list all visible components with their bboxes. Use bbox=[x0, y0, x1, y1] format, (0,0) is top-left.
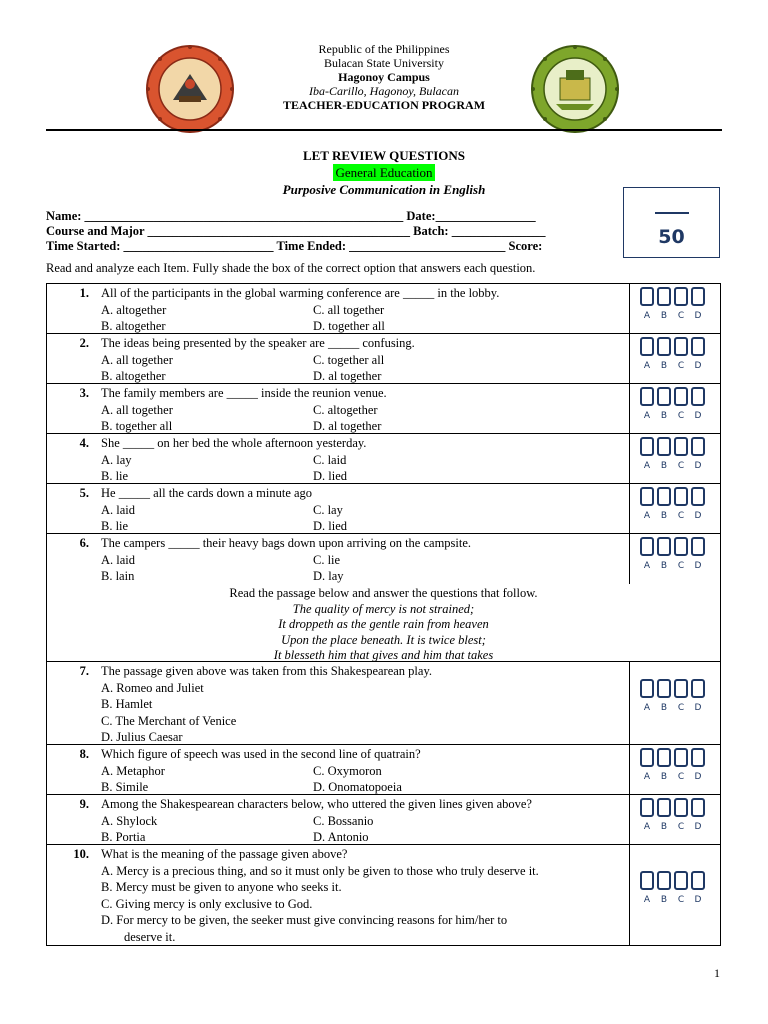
answer-letter: D bbox=[694, 461, 702, 471]
answer-box-b[interactable] bbox=[657, 437, 671, 456]
answer-boxes bbox=[640, 537, 705, 556]
question-stem: The passage given above was taken from this Shakespearean play. bbox=[101, 664, 433, 678]
option-b: B. altogether bbox=[101, 369, 166, 383]
course-label: Course and Major bbox=[46, 224, 145, 238]
question-stem: The campers _____ their heavy bags down upon arriving on the campsite. bbox=[101, 536, 472, 550]
header-program: TEACHER-EDUCATION PROGRAM bbox=[282, 98, 486, 112]
answer-letters bbox=[640, 308, 705, 325]
answer-letter: A bbox=[643, 822, 651, 832]
answer-box-b[interactable] bbox=[657, 387, 671, 406]
answer-cell bbox=[629, 795, 720, 844]
answer-letters bbox=[640, 458, 705, 475]
date-field[interactable]: ________________ bbox=[435, 209, 536, 223]
option-d: D. For mercy to be given, the seeker must give convincing reasons for him/her to bbox=[101, 913, 508, 927]
option-a: A. laid bbox=[101, 552, 136, 567]
answer-letter: B bbox=[660, 461, 668, 471]
time-started-label: Time Started: bbox=[46, 239, 121, 253]
answer-box-c[interactable] bbox=[674, 748, 688, 767]
question-row bbox=[47, 795, 720, 845]
answer-cell bbox=[629, 845, 720, 945]
answer-letter: D bbox=[694, 361, 702, 371]
answer-boxes bbox=[640, 748, 705, 767]
score-total: 50 bbox=[658, 226, 685, 248]
passage-line: Upon the place beneath. It is twice blest; bbox=[281, 632, 486, 647]
answer-letter: C bbox=[677, 895, 685, 905]
answer-letter: C bbox=[677, 703, 685, 713]
option-c: C. Bossanio bbox=[313, 813, 374, 828]
question-row bbox=[47, 745, 720, 795]
answer-letters bbox=[640, 508, 705, 525]
answer-letter: C bbox=[677, 822, 685, 832]
option-b: B. lie bbox=[101, 469, 129, 483]
option-c: C. Giving mercy is only exclusive to God. bbox=[101, 896, 313, 911]
answer-letter: D bbox=[694, 822, 702, 832]
answer-box-b[interactable] bbox=[657, 287, 671, 306]
option-d: D. Antonio bbox=[313, 830, 369, 844]
option-b: B. altogether bbox=[101, 319, 166, 333]
batch-field[interactable]: _______________ bbox=[451, 224, 546, 238]
answer-box-d[interactable] bbox=[691, 337, 705, 356]
answer-cell bbox=[629, 334, 720, 383]
answer-box-d[interactable] bbox=[691, 798, 705, 817]
answer-letter: A bbox=[643, 703, 651, 713]
question-stem: She _____ on her bed the whole afternoon yesterday. bbox=[101, 436, 367, 450]
question-row bbox=[47, 534, 720, 584]
option-d-continued: deserve it. bbox=[124, 929, 176, 944]
answer-letter: B bbox=[660, 361, 668, 371]
passage-line: It droppeth as the gentle rain from heaven bbox=[278, 617, 489, 631]
answer-cell bbox=[629, 384, 720, 433]
answer-box-d[interactable] bbox=[691, 487, 705, 506]
answer-letter: B bbox=[660, 511, 668, 521]
course-title: Purposive Communication in English bbox=[282, 182, 486, 197]
answer-box-a[interactable] bbox=[640, 748, 654, 767]
answer-letter: A bbox=[643, 411, 651, 421]
answer-cell bbox=[629, 434, 720, 483]
answer-letters bbox=[640, 408, 705, 425]
option-a: A. lay bbox=[101, 452, 132, 467]
option-c: C. lay bbox=[313, 502, 343, 517]
question-row bbox=[47, 384, 720, 434]
answer-box-b[interactable] bbox=[657, 748, 671, 767]
header-university: Bulacan State University bbox=[324, 56, 444, 70]
option-a: A. laid bbox=[101, 502, 136, 517]
option-c: C. laid bbox=[313, 452, 347, 467]
time-ended-label: Time Ended: bbox=[276, 239, 347, 253]
answer-cell bbox=[629, 662, 720, 744]
answer-box-b[interactable] bbox=[657, 871, 671, 890]
question-row bbox=[47, 334, 720, 384]
answer-box-a[interactable] bbox=[640, 537, 654, 556]
option-a: A. Metaphor bbox=[101, 763, 165, 778]
subject-highlight: General Education bbox=[335, 165, 433, 180]
answer-letters bbox=[640, 700, 705, 717]
answer-box-d[interactable] bbox=[691, 287, 705, 306]
option-c: C. Oxymoron bbox=[313, 763, 382, 778]
option-b: B. Simile bbox=[101, 780, 149, 794]
answer-box-c[interactable] bbox=[674, 337, 688, 356]
answer-letters bbox=[640, 892, 705, 909]
question-number: 4. bbox=[79, 436, 89, 450]
time-ended-field[interactable]: _________________________ bbox=[349, 239, 506, 253]
option-d: D. al together bbox=[313, 369, 382, 383]
answer-letter: D bbox=[694, 703, 702, 713]
answer-cell bbox=[629, 534, 720, 584]
question-number: 1. bbox=[79, 286, 89, 300]
batch-label: Batch: bbox=[413, 224, 449, 238]
answer-box-c[interactable] bbox=[674, 871, 688, 890]
answer-box-b[interactable] bbox=[657, 679, 671, 698]
answer-boxes bbox=[640, 337, 705, 356]
answer-letter: B bbox=[660, 411, 668, 421]
passage-line: The quality of mercy is not strained; bbox=[292, 601, 475, 616]
option-d: D. together all bbox=[313, 319, 385, 333]
answer-box-a[interactable] bbox=[640, 487, 654, 506]
option-b: B. lie bbox=[101, 519, 129, 533]
course-row bbox=[46, 224, 545, 239]
option-d: D. lay bbox=[313, 569, 344, 583]
answer-letters bbox=[640, 769, 705, 786]
answer-box-d[interactable] bbox=[691, 537, 705, 556]
answer-letter: B bbox=[660, 822, 668, 832]
option-c: C. altogether bbox=[313, 402, 378, 417]
answer-cell bbox=[629, 284, 720, 333]
answer-letter: D bbox=[694, 895, 702, 905]
option-c: C. together all bbox=[313, 352, 385, 367]
answer-box-b[interactable] bbox=[657, 798, 671, 817]
question-number: 8. bbox=[79, 747, 89, 761]
answer-letter: D bbox=[694, 311, 702, 321]
answer-letter: C bbox=[677, 361, 685, 371]
answer-letters bbox=[640, 358, 705, 375]
option-b: B. Hamlet bbox=[101, 697, 153, 711]
question-stem: All of the participants in the global warming conference are _____ in the lobby. bbox=[101, 286, 500, 300]
question-stem: The family members are _____ inside the reunion venue. bbox=[101, 386, 387, 400]
answer-box-d[interactable] bbox=[691, 679, 705, 698]
question-number: 7. bbox=[79, 664, 89, 678]
answer-letter: B bbox=[660, 311, 668, 321]
answer-box-c[interactable] bbox=[674, 537, 688, 556]
option-d: D. Onomatopoeia bbox=[313, 780, 402, 794]
answer-boxes bbox=[640, 871, 705, 890]
answer-letter: C bbox=[677, 511, 685, 521]
question-row bbox=[47, 484, 720, 534]
header-address: Iba-Carillo, Hagonoy, Bulacan bbox=[309, 84, 459, 98]
score-box bbox=[623, 187, 720, 258]
answer-box-b[interactable] bbox=[657, 337, 671, 356]
option-d: D. lied bbox=[313, 469, 348, 483]
answer-letters bbox=[640, 558, 705, 575]
answer-box-a[interactable] bbox=[640, 437, 654, 456]
answer-letters bbox=[640, 819, 705, 836]
question-number: 2. bbox=[79, 336, 89, 350]
answer-letter: A bbox=[643, 895, 651, 905]
option-a: A. Shylock bbox=[101, 813, 158, 828]
option-b: B. lain bbox=[101, 569, 135, 583]
answer-letter: C bbox=[677, 561, 685, 571]
document-header bbox=[0, 42, 768, 112]
option-c: C. lie bbox=[313, 552, 341, 567]
date-label: Date: bbox=[406, 209, 436, 223]
answer-boxes bbox=[640, 387, 705, 406]
answer-letter: C bbox=[677, 411, 685, 421]
question-table bbox=[46, 283, 721, 946]
question-stem: Among the Shakespearean characters below, who uttered the given lines given above? bbox=[101, 797, 532, 811]
question-number: 6. bbox=[79, 536, 89, 550]
name-label: Name: bbox=[46, 209, 82, 223]
answer-boxes bbox=[640, 798, 705, 817]
question-number: 10. bbox=[73, 847, 89, 861]
question-stem: The ideas being presented by the speaker are _____ confusing. bbox=[101, 336, 415, 350]
answer-box-a[interactable] bbox=[640, 871, 654, 890]
answer-box-a[interactable] bbox=[640, 337, 654, 356]
name-field[interactable]: ___________________________________________________ bbox=[84, 209, 404, 223]
question-row bbox=[47, 845, 720, 945]
option-a: A. altogether bbox=[101, 302, 167, 317]
option-b: B. together all bbox=[101, 419, 173, 433]
time-row bbox=[46, 239, 542, 254]
option-a: A. Mercy is a precious thing, and so it must only be given to those who truly deserve it. bbox=[101, 863, 539, 878]
option-b: B. Mercy must be given to anyone who seeks it. bbox=[101, 880, 342, 894]
question-number: 9. bbox=[79, 797, 89, 811]
answer-box-c[interactable] bbox=[674, 437, 688, 456]
option-a: A. all together bbox=[101, 402, 173, 417]
page-number: 1 bbox=[714, 966, 720, 980]
answer-box-a[interactable] bbox=[640, 679, 654, 698]
answer-letter: A bbox=[643, 311, 651, 321]
answer-letter: B bbox=[660, 561, 668, 571]
answer-letter: A bbox=[643, 461, 651, 471]
answer-letter: B bbox=[660, 772, 668, 782]
answer-box-c[interactable] bbox=[674, 679, 688, 698]
answer-box-c[interactable] bbox=[674, 387, 688, 406]
option-c: C. all together bbox=[313, 302, 385, 317]
answer-cell bbox=[629, 745, 720, 794]
question-number: 5. bbox=[79, 486, 89, 500]
answer-letter: B bbox=[660, 895, 668, 905]
answer-box-c[interactable] bbox=[674, 287, 688, 306]
answer-boxes bbox=[640, 487, 705, 506]
passage-line: It blesseth him that gives and him that takes bbox=[273, 648, 494, 662]
answer-cell bbox=[629, 484, 720, 533]
question-row bbox=[47, 434, 720, 484]
option-d: D. lied bbox=[313, 519, 348, 533]
answer-box-c[interactable] bbox=[674, 487, 688, 506]
question-stem: Which figure of speech was used in the second line of quatrain? bbox=[101, 747, 421, 761]
score-blank[interactable] bbox=[655, 212, 689, 214]
answer-letter: A bbox=[643, 561, 651, 571]
answer-box-d[interactable] bbox=[691, 437, 705, 456]
answer-letter: C bbox=[677, 772, 685, 782]
answer-letter: A bbox=[643, 361, 651, 371]
question-stem: He _____ all the cards down a minute ago bbox=[101, 486, 313, 500]
answer-box-b[interactable] bbox=[657, 537, 671, 556]
option-d: D. al together bbox=[313, 419, 382, 433]
question-row bbox=[47, 284, 720, 334]
score-label: Score: bbox=[508, 239, 543, 253]
answer-box-b[interactable] bbox=[657, 487, 671, 506]
answer-box-a[interactable] bbox=[640, 798, 654, 817]
option-a: A. Romeo and Juliet bbox=[101, 680, 204, 695]
answer-letter: D bbox=[694, 411, 702, 421]
answer-letter: D bbox=[694, 772, 702, 782]
answer-box-a[interactable] bbox=[640, 387, 654, 406]
answer-box-d[interactable] bbox=[691, 871, 705, 890]
name-row bbox=[46, 209, 536, 224]
answer-box-d[interactable] bbox=[691, 387, 705, 406]
answer-letter: B bbox=[660, 703, 668, 713]
option-b: B. Portia bbox=[101, 830, 146, 844]
answer-boxes bbox=[640, 287, 705, 306]
time-started-field[interactable]: ________________________ bbox=[123, 239, 274, 253]
question-row bbox=[47, 662, 720, 745]
option-c: C. The Merchant of Venice bbox=[101, 713, 237, 728]
option-d: D. Julius Caesar bbox=[101, 730, 183, 744]
course-field[interactable]: __________________________________________ bbox=[147, 224, 411, 238]
answer-letter: C bbox=[677, 461, 685, 471]
question-stem: What is the meaning of the passage given above? bbox=[101, 847, 348, 861]
header-republic: Republic of the Philippines bbox=[318, 42, 450, 56]
answer-letter: A bbox=[643, 772, 651, 782]
answer-letter: A bbox=[643, 511, 651, 521]
answer-letter: D bbox=[694, 511, 702, 521]
instructions: Read and analyze each Item. Fully shade the box of the correct option that answers each question. bbox=[46, 261, 536, 275]
option-a: A. all together bbox=[101, 352, 173, 367]
answer-letter: D bbox=[694, 561, 702, 571]
answer-letter: C bbox=[677, 311, 685, 321]
answer-boxes bbox=[640, 437, 705, 456]
answer-boxes bbox=[640, 679, 705, 698]
header-campus: Hagonoy Campus bbox=[338, 70, 430, 84]
answer-box-a[interactable] bbox=[640, 287, 654, 306]
answer-box-d[interactable] bbox=[691, 748, 705, 767]
answer-box-c[interactable] bbox=[674, 798, 688, 817]
exam-title: LET REVIEW QUESTIONS bbox=[302, 148, 466, 163]
passage-instruction: Read the passage below and answer the questions that follow. bbox=[229, 586, 538, 600]
passage-row bbox=[47, 584, 720, 662]
header-divider bbox=[46, 129, 722, 131]
question-number: 3. bbox=[79, 386, 89, 400]
